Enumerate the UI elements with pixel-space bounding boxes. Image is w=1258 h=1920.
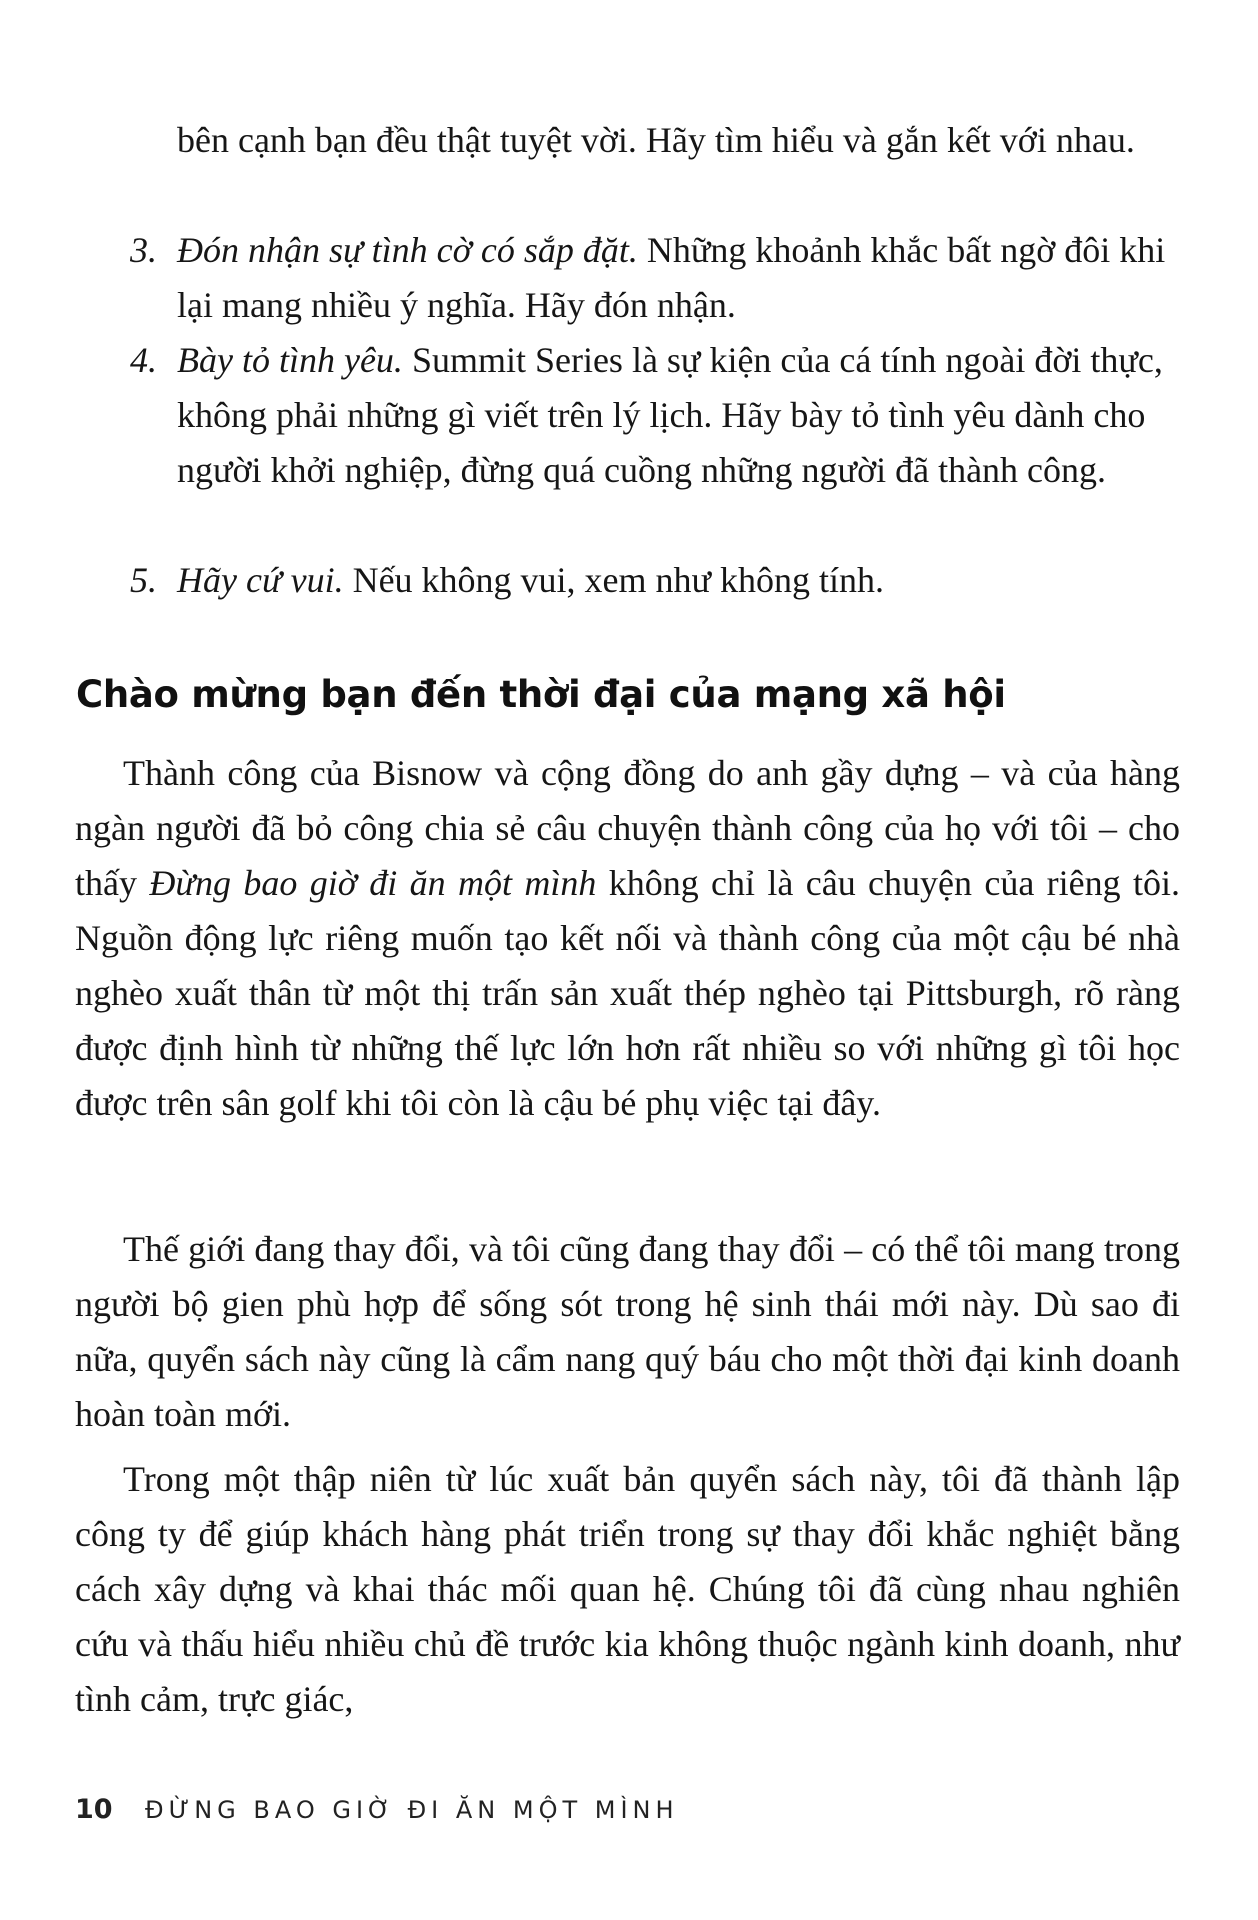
continuation-text: bên cạnh bạn đều thật tuyệt vời. Hãy tìm hiểu và gắn kết với nhau. bbox=[177, 120, 1135, 160]
paragraph-3 bbox=[75, 1452, 1180, 1727]
paragraph-1 bbox=[75, 746, 1180, 1131]
paragraph-text: Thế giới đang thay đổi, và tôi cũng đang thay đổi – có thể tôi mang trong người bộ gien phù hợp để sống sót trong hệ sinh thái mới này. Dù sao đi nữa, quyển sách này cũng là cẩm nang quý báu cho một thời đại kinh doanh hoàn toàn mới. bbox=[75, 1229, 1180, 1434]
page-footer bbox=[75, 1790, 1175, 1830]
list-item-title: Bày tỏ tình yêu. bbox=[177, 340, 403, 380]
book-title-italic: Đừng bao giờ đi ăn một mình bbox=[149, 863, 597, 903]
running-head: ĐỪNG BAO GIỜ ĐI ĂN MỘT MÌNH bbox=[145, 1796, 679, 1824]
list-number: 3. bbox=[130, 230, 157, 270]
list-number: 4. bbox=[130, 340, 157, 380]
list-number: 5. bbox=[130, 560, 157, 600]
list-item-text: Nếu không vui, xem như không tính. bbox=[352, 560, 885, 600]
list-item-text: Những khoảnh khắc bất ngờ đôi khi lại mang nhiều ý nghĩa. Hãy đón nhận. bbox=[177, 230, 1166, 325]
list-item bbox=[130, 553, 1180, 608]
paragraph-text: không chỉ là câu chuyện của riêng tôi. Nguồn động lực riêng muốn tạo kết nối và thành công của một cậu bé nhà nghèo xuất thân từ một thị trấn sản xuất thép nghèo tại Pittsburgh, rõ ràng được định hình từ những thế lực lớn hơn rất nhiều so với những gì tôi học được trên sân golf khi tôi còn là cậu bé phụ việc tại đây. bbox=[75, 863, 1181, 1123]
paragraph-text: Trong một thập niên từ lúc xuất bản quyển sách này, tôi đã thành lập công ty để giúp khách hàng phát triển trong sự thay đổi khắc nghiệt bằng cách xây dựng và khai thác mối quan hệ. Chúng tôi đã cùng nhau nghiên cứu và thấu hiểu nhiều chủ đề trước kia không thuộc ngành kinh doanh, như tình cảm, trực giác, bbox=[75, 1459, 1180, 1719]
list-item-title: Hãy cứ vui. bbox=[177, 560, 344, 600]
list-item-body bbox=[177, 333, 1180, 498]
list-item-body bbox=[177, 553, 1180, 608]
list-item-text: Summit Series là sự kiện của cá tính ngoài đời thực, không phải những gì viết trên lý lịch. Hãy bày tỏ tình yêu dành cho người khởi nghiệp, đừng quá cuồng những người đã thành công. bbox=[177, 340, 1163, 490]
list-item-body bbox=[177, 223, 1180, 333]
paragraph-text: Thành công của Bisnow và cộng đồng do anh gầy dựng – và của hàng ngàn người đã bỏ công chia sẻ câu chuyện thành công của họ với tôi – cho thấy bbox=[75, 753, 1180, 903]
page-number: 10 bbox=[75, 1794, 113, 1825]
list-item bbox=[130, 223, 1180, 333]
list-item-title: Đón nhận sự tình cờ có sắp đặt. bbox=[177, 230, 638, 270]
list-item bbox=[130, 333, 1180, 498]
section-heading: Chào mừng bạn đến thời đại của mạng xã hội bbox=[76, 673, 1006, 716]
paragraph-2 bbox=[75, 1222, 1180, 1442]
